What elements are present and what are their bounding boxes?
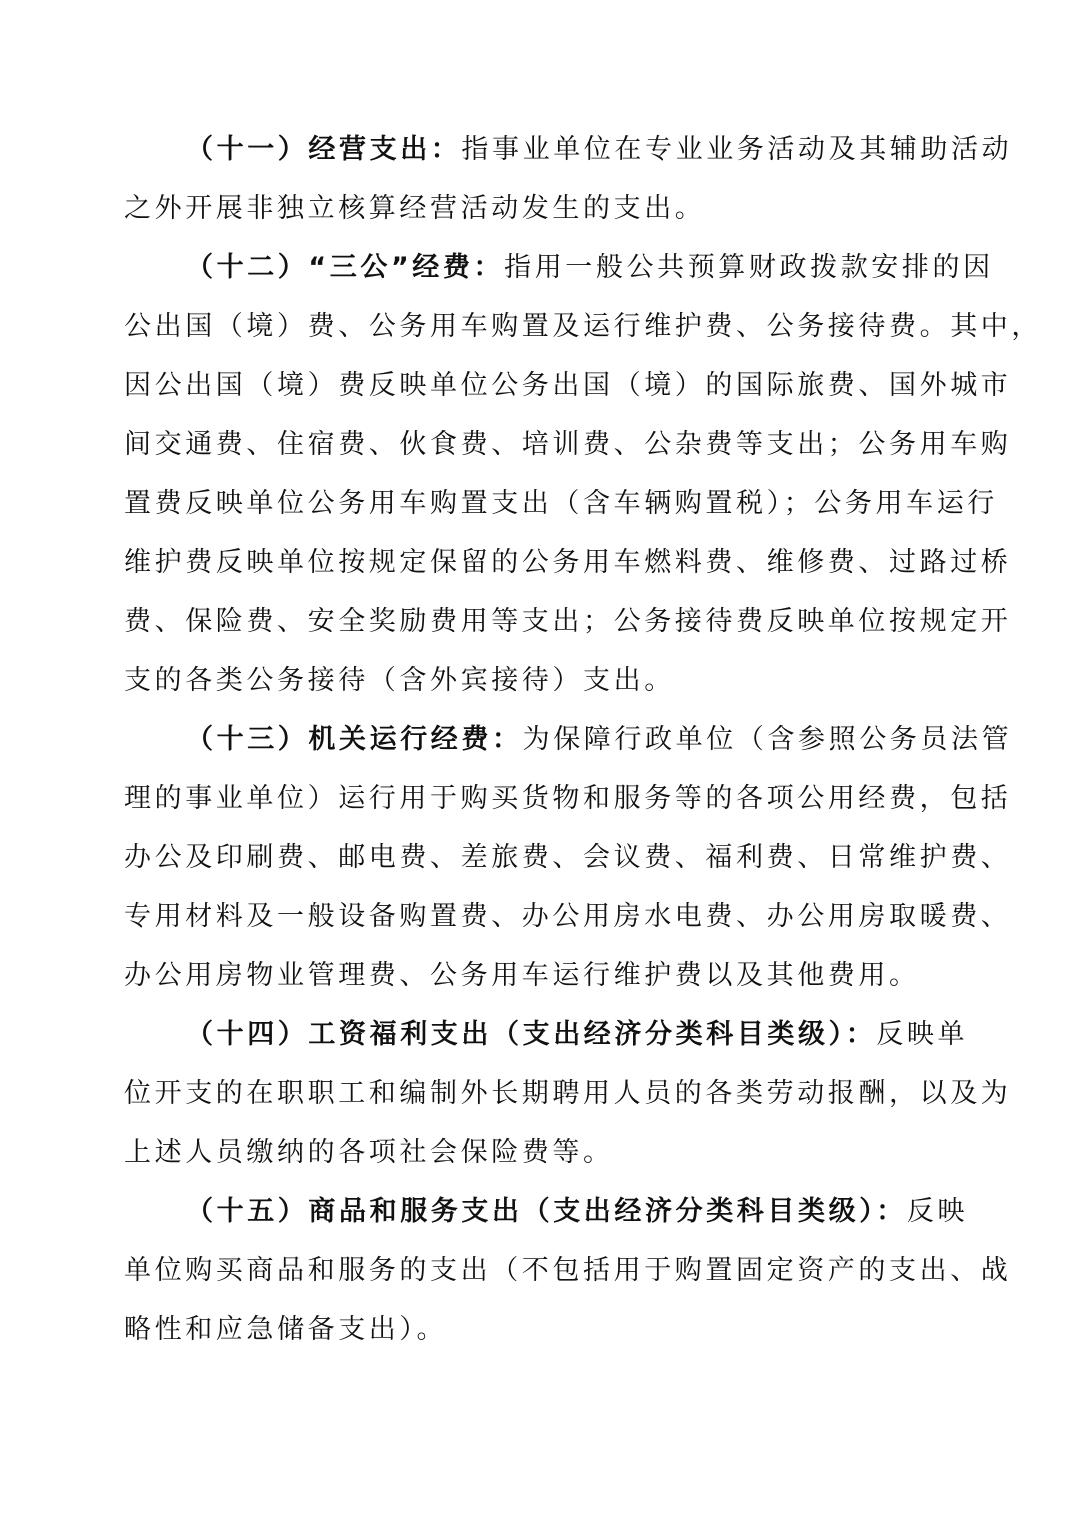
paragraph-11-line-1 (186, 128, 1012, 172)
paragraph-11-line-2: 之外开展非独立核算经营活动发生的支出。 (124, 193, 706, 224)
paragraph-12-line-2: 公出国（境）费、公务用车购置及运行维护费、公务接待费。其中， (124, 311, 1042, 342)
paragraph-14-text: 反映单 (876, 1019, 969, 1050)
paragraph-15-term: （十五）商品和服务支出（支出经济分类科目类级）： (186, 1196, 907, 1227)
paragraph-12-text: 指用一般公共预算财政拨款安排的因 (504, 252, 994, 283)
paragraph-13-line-2: 理的事业单位）运行用于购买货物和服务等的各项公用经费，包括 (124, 783, 1012, 814)
paragraph-12-line-8: 支的各类公务接待（含外宾接待）支出。 (124, 665, 675, 696)
paragraph-11-text: 指事业单位在专业业务活动及其辅助活动 (461, 134, 1013, 165)
paragraph-13-line-1 (186, 718, 1012, 762)
paragraph-14-line-3: 上述人员缴纳的各项社会保险费等。 (124, 1137, 614, 1168)
paragraph-13-line-5: 办公用房物业管理费、公务用车运行维护费以及其他费用。 (124, 960, 920, 991)
paragraph-15-line-3: 略性和应急储备支出）。 (124, 1314, 448, 1345)
paragraph-13-text: 为保障行政单位（含参照公务员法管 (522, 724, 1013, 755)
paragraph-13-term: （十三）机关运行经费： (186, 724, 523, 755)
paragraph-12-line-5: 置费反映单位公务用车购置支出（含车辆购置税）；公务用车运行 (124, 488, 998, 519)
paragraph-14-term: （十四）工资福利支出（支出经济分类科目类级）： (186, 1019, 877, 1050)
paragraph-12-term: （十二）“三公”经费： (186, 252, 505, 283)
paragraph-12-line-1 (186, 246, 994, 290)
paragraph-14-line-2: 位开支的在职职工和编制外长期聘用人员的各类劳动报酬，以及为 (124, 1078, 1012, 1109)
paragraph-12-line-3: 因公出国（境）费反映单位公务出国（境）的国际旅费、国外城市 (124, 370, 1012, 401)
paragraph-13-line-4: 专用材料及一般设备购置费、办公用房水电费、办公用房取暖费、 (124, 901, 1012, 932)
paragraph-12-line-4: 间交通费、住宿费、伙食费、培训费、公杂费等支出；公务用车购 (124, 429, 1012, 460)
paragraph-12-line-7: 费、保险费、安全奖励费用等支出；公务接待费反映单位按规定开 (124, 606, 1012, 637)
paragraph-12-line-6: 维护费反映单位按规定保留的公务用车燃料费、维修费、过路过桥 (124, 547, 1012, 578)
paragraph-15-line-2: 单位购买商品和服务的支出（不包括用于购置固定资产的支出、战 (124, 1255, 1012, 1286)
paragraph-15-line-1 (186, 1190, 968, 1234)
paragraph-15-text: 反映 (906, 1196, 969, 1227)
paragraph-13-line-3: 办公及印刷费、邮电费、差旅费、会议费、福利费、日常维护费、 (124, 842, 1012, 873)
paragraph-11-term: （十一）经营支出： (186, 134, 462, 165)
paragraph-14-line-1 (186, 1013, 968, 1057)
